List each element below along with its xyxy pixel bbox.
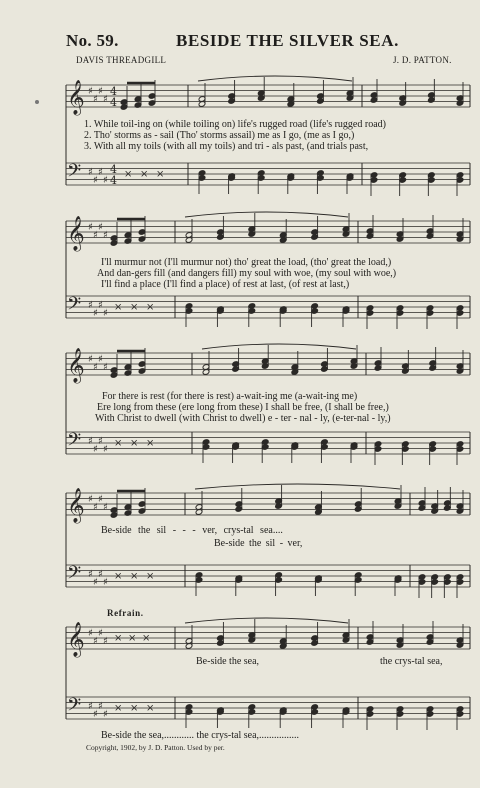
key-sharp: ♯ xyxy=(93,94,98,105)
verse-3-line-3: With Christ to dwell (with Christ to dwell) e - ter - nal - ly, (e-ter-nal - ly,) xyxy=(95,413,391,424)
treble-clef: 𝄞 xyxy=(67,622,85,657)
bass-clef: 𝄢 xyxy=(67,294,82,319)
chorus-lower-lyric: Be-side the sil - ver, xyxy=(214,538,303,549)
key-sharp: ♯ xyxy=(103,230,108,241)
key-sharp: ♯ xyxy=(88,222,93,233)
chorus-upper-lyric: Be-side the sil - - - ver, crys-tal sea.... xyxy=(101,525,283,536)
refrain-treble-lyric-2: the crys-tal sea, xyxy=(380,656,443,667)
slur xyxy=(185,212,348,217)
arranger-credit: DAVIS THREADGILL xyxy=(76,55,167,65)
rest-mark: × xyxy=(114,633,123,644)
key-sharp: ♯ xyxy=(98,86,103,97)
verse-3-line-2: I'll find a place (I'll find a place) of rest at last, (of rest at last,) xyxy=(101,279,350,290)
refrain-label: Refrain. xyxy=(107,608,144,618)
key-sharp: ♯ xyxy=(88,436,93,447)
verse-1-line-3: For there is rest (for there is rest) a-wait-ing me (a-wait-ing me) xyxy=(102,391,358,402)
slur xyxy=(198,76,352,81)
refrain-bass-lyric: Be-side the sea,............ the crys-tal sea,................ xyxy=(101,730,300,741)
key-sharp: ♯ xyxy=(88,628,93,639)
verse-3-line-1: 3. With all my toils (with all my toils) and tri - als past, (and trials past, xyxy=(84,141,369,152)
time-signature-bottom: 4 xyxy=(110,96,117,109)
composer-credit: J. D. PATTON. xyxy=(393,55,452,65)
treble-clef: 𝄞 xyxy=(67,348,85,383)
key-sharp: ♯ xyxy=(88,354,93,365)
bass-clef: 𝄢 xyxy=(67,430,82,455)
key-sharp: ♯ xyxy=(98,436,103,447)
slur xyxy=(195,484,400,489)
key-sharp: ♯ xyxy=(98,628,103,639)
key-sharp: ♯ xyxy=(103,577,108,588)
key-sharp: ♯ xyxy=(103,444,108,455)
rest-mark: × xyxy=(130,571,139,582)
key-sharp: ♯ xyxy=(93,502,98,513)
rest-mark: × xyxy=(130,302,139,313)
verse-2-line-3: Ere long from these (ere long from these) I shall be free, (I shall be free,) xyxy=(97,402,389,413)
verse-1-line-2: I'll murmur not (I'll murmur not) tho' great the load, (tho' great the load,) xyxy=(101,257,392,268)
key-sharp: ♯ xyxy=(103,175,108,186)
rest-mark: × xyxy=(142,633,151,644)
rest-mark: × xyxy=(130,438,139,449)
time-signature-top: 4 xyxy=(110,85,117,98)
key-sharp: ♯ xyxy=(98,354,103,365)
rest-mark: × xyxy=(114,438,123,449)
key-sharp: ♯ xyxy=(93,362,98,373)
key-sharp: ♯ xyxy=(93,230,98,241)
key-sharp: ♯ xyxy=(103,308,108,319)
key-sharp: ♯ xyxy=(88,494,93,505)
key-sharp: ♯ xyxy=(98,167,103,178)
rest-mark: × xyxy=(130,703,139,714)
key-sharp: ♯ xyxy=(103,362,108,373)
key-sharp: ♯ xyxy=(98,569,103,580)
key-sharp: ♯ xyxy=(93,577,98,588)
key-sharp: ♯ xyxy=(88,701,93,712)
rest-mark: × xyxy=(146,571,155,582)
rest-mark: × xyxy=(114,703,123,714)
rest-mark: × xyxy=(146,302,155,313)
rest-mark: × xyxy=(156,169,165,180)
rest-mark: × xyxy=(140,169,149,180)
verse-2-line-2: And dan-gers fill (and dangers fill) my soul with woe, (my soul with woe,) xyxy=(97,268,397,279)
verse-2-line-1: 2. Tho' storms as - sail (Tho' storms assail) me as I go, (me as I go,) xyxy=(84,130,355,141)
key-sharp: ♯ xyxy=(98,300,103,311)
copyright-notice: Copyright, 1902, by J. D. Patton. Used by per. xyxy=(86,743,225,752)
key-sharp: ♯ xyxy=(88,86,93,97)
key-sharp: ♯ xyxy=(98,494,103,505)
hymn-title: BESIDE THE SILVER SEA. xyxy=(176,31,399,50)
slur xyxy=(202,344,356,349)
rest-mark: × xyxy=(146,703,155,714)
key-sharp: ♯ xyxy=(88,300,93,311)
rest-mark: × xyxy=(146,438,155,449)
rest-mark: × xyxy=(114,571,123,582)
key-sharp: ♯ xyxy=(93,308,98,319)
treble-clef: 𝄞 xyxy=(67,80,85,115)
key-sharp: ♯ xyxy=(93,175,98,186)
key-sharp: ♯ xyxy=(98,222,103,233)
key-sharp: ♯ xyxy=(93,444,98,455)
rest-mark: × xyxy=(124,169,133,180)
bass-clef: 𝄢 xyxy=(67,161,82,186)
hymn-number: No. 59. xyxy=(66,31,119,50)
slur xyxy=(185,618,348,623)
bass-clef: 𝄢 xyxy=(67,563,82,588)
bass-clef: 𝄢 xyxy=(67,695,82,720)
key-sharp: ♯ xyxy=(93,709,98,720)
key-sharp: ♯ xyxy=(103,709,108,720)
key-sharp: ♯ xyxy=(88,569,93,580)
time-signature-bottom: 4 xyxy=(110,174,117,187)
treble-clef: 𝄞 xyxy=(67,216,85,251)
key-sharp: ♯ xyxy=(103,94,108,105)
key-sharp: ♯ xyxy=(98,701,103,712)
treble-clef: 𝄞 xyxy=(67,488,85,523)
rest-mark: × xyxy=(114,302,123,313)
verse-1-line-1: 1. While toil-ing on (while toiling on) life's rugged road (life's rugged road) xyxy=(84,119,386,130)
time-signature-top: 4 xyxy=(110,163,117,176)
rest-mark: × xyxy=(128,633,137,644)
key-sharp: ♯ xyxy=(103,636,108,647)
refrain-treble-lyric-1: Be-side the sea, xyxy=(196,656,260,667)
key-sharp: ♯ xyxy=(93,636,98,647)
key-sharp: ♯ xyxy=(103,502,108,513)
key-sharp: ♯ xyxy=(88,167,93,178)
